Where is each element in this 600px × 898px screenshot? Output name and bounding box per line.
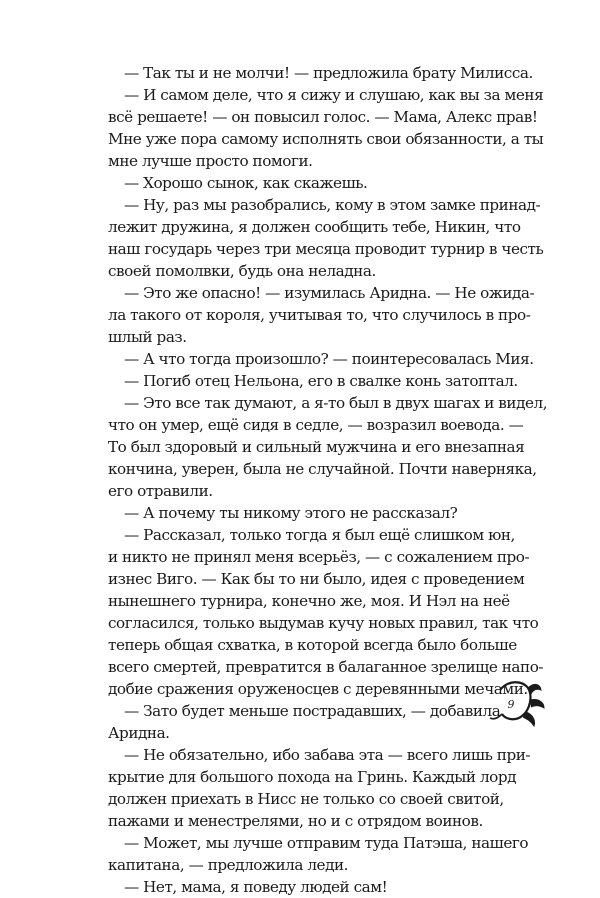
text-line: изнес Виго. — Как бы то ни было, идея с проведением [108, 570, 525, 588]
text-line: — Так ты и не молчи! — предложила брату Милисса. [124, 64, 533, 82]
text-line: должен приехать в Нисс не только со своей свитой, [108, 790, 504, 808]
text-line: — Ну, раз мы разобрались, кому в этом замке принад- [124, 196, 541, 214]
text-line: ла такого от короля, учитывая то, что случилось в про- [108, 306, 531, 324]
text-line: добие сражения оруженосцев с деревянными мечами. [108, 680, 528, 698]
text-line: его отравили. [108, 482, 213, 500]
page-body-text [108, 62, 548, 898]
text-line: — Погиб отец Нельона, его в свалке конь затоптал. [124, 372, 518, 390]
text-line: — Не обязательно, ибо забава эта — всего лишь при- [124, 746, 531, 764]
text-line: всего смертей, превратится в балаганное зрелище напо- [108, 658, 544, 676]
text-line: наш государь через три месяца проводит турнир в честь [108, 240, 544, 258]
text-line: — А почему ты никому этого не рассказал? [124, 504, 458, 522]
text-line: — Это все так думают, а я-то был в двух шагах и видел, [124, 394, 548, 412]
text-line: — Это же опасно! — изумилась Аридна. — Не ожида- [124, 284, 535, 302]
text-line: — Может, мы лучше отправим туда Патэша, нашего [124, 834, 529, 852]
text-line: Мне уже пора самому исполнять свои обязанности, а ты [108, 130, 544, 148]
text-line: Аридна. [108, 724, 170, 742]
text-line: кончина, уверен, была не случайной. Почти наверняка, [108, 460, 537, 478]
text-line: шлый раз. [108, 328, 187, 346]
text-line: теперь общая схватка, в которой всегда было больше [108, 636, 517, 654]
text-line: нынешнего турнира, конечно же, моя. И Нэл на неё [108, 592, 510, 610]
text-line: и никто не принял меня всерьёз, — с сожалением про- [108, 548, 530, 566]
text-line: — А что тогда произошло? — поинтересовалась Мия. [124, 350, 534, 368]
text-line: пажами и менестрелями, но и с отрядом воинов. [108, 812, 483, 830]
text-line: — Нет, мама, я поведу людей сам! [124, 878, 388, 896]
text-line: мне лучше просто помоги. [108, 152, 313, 170]
text-line: капитана, — предложила леди. [108, 856, 349, 874]
text-line: То был здоровый и сильный мужчина и его внезапная [108, 438, 525, 456]
page-number-ornament [478, 670, 548, 730]
page-number: 9 [507, 698, 515, 711]
text-line: всё решаете! — он повысил голос. — Мама, Алекс прав! [108, 108, 538, 126]
text-line: согласился, только выдумав кучу новых правил, так что [108, 614, 539, 632]
text-line: что он умер, ещё сидя в седле, — возразил воевода. — [108, 416, 524, 434]
text-line: — Зато будет меньше пострадавших, — добавила [124, 702, 501, 720]
text-line: своей помолвки, будь она неладна. [108, 262, 376, 280]
text-line: — Рассказал, только тогда я был ещё слишком юн, [124, 526, 515, 544]
text-line: — Хорошо сынок, как скажешь. [124, 174, 368, 192]
text-line: крытие для большого похода на Гринь. Каждый лорд [108, 768, 517, 786]
text-line: лежит дружина, я должен сообщить тебе, Никин, что [108, 218, 521, 236]
text-line: — И самом деле, что я сижу и слушаю, как вы за меня [124, 86, 544, 104]
